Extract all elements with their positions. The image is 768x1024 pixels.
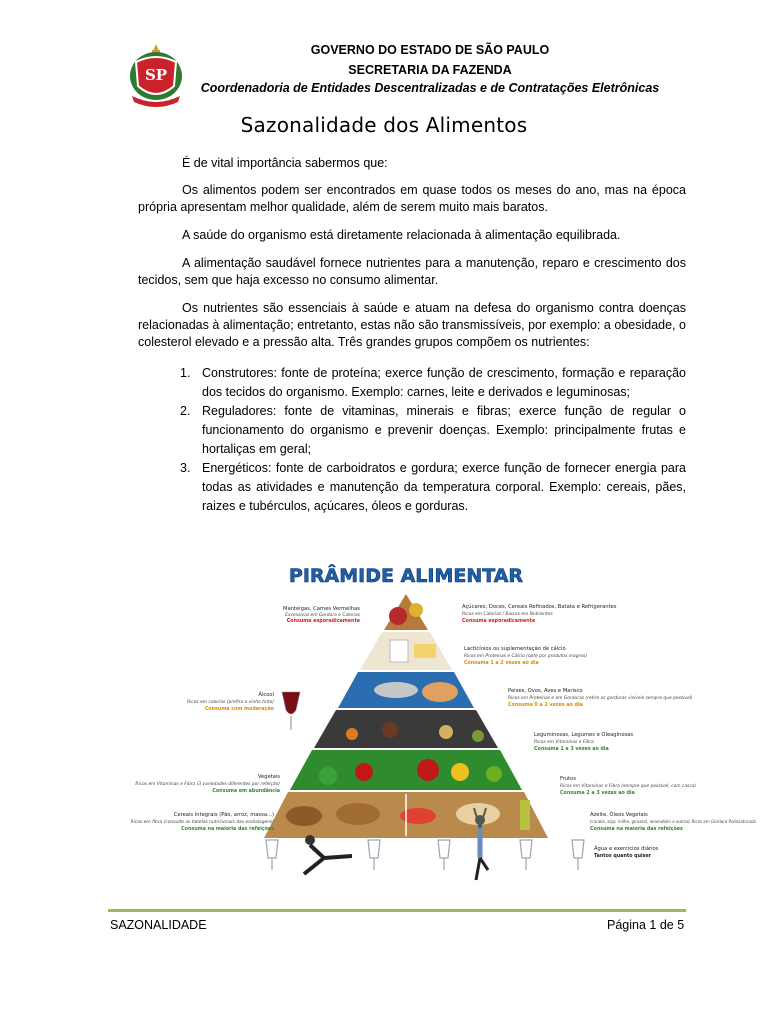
label-vegetables: Vegetais <box>257 774 280 780</box>
label-oils-sub: (canola, soja, milho, girassol, amendoim e outros) Ricos em Gordura Polinsaturada <box>590 819 756 824</box>
label-alcohol-consume: Consuma com moderação <box>204 707 274 712</box>
paragraph-nutrients: Os nutrientes são essenciais à saúde e atuam na defesa do organismo contra doenças relacionadas à alimentação; entretanto, estas não são transmissíveis, por exemplo: a obesidade, o colesterol elevado e a pressão alta. Três grandes grupos compõem os nutrientes: <box>138 301 686 349</box>
label-fruits-consume: Consuma 2 a 3 vezes ao dia <box>560 791 635 796</box>
footer-section-title: SAZONALIDADE <box>110 918 207 932</box>
list-term: Energéticos: <box>202 461 272 475</box>
label-dairy-sub: Ricos em Proteínas e Cálcio (opte por produtos magros) <box>464 654 588 659</box>
label-oils: Azeite, Óleos Vegetais <box>590 812 648 818</box>
page-title: Sazonalidade dos Alimentos <box>240 113 528 137</box>
label-protein-sub: Ricos em Proteínas e em Gorduras (retire as gorduras visíveis sempre que possível) <box>508 696 693 701</box>
list-term: Reguladores: <box>202 404 277 418</box>
paragraph-health: A saúde do organismo está diretamente relacionada à alimentação equilibrada. <box>182 228 621 242</box>
label-legumes-consume: Consuma 1 a 3 vezes ao dia <box>534 747 609 752</box>
svg-text:SP: SP <box>144 66 168 84</box>
paragraph-seasonal: Os alimentos podem ser encontrados em quase todos os meses do ano, mas na época própria apresentam melhor qualidade, além de serem muito mais baratos. <box>138 183 686 214</box>
label-dairy: Lacticínios ou suplementação de cálcio <box>464 646 566 652</box>
label-alcohol-sub: Ricos em calorias (prefira o vinho tinto) <box>187 700 274 705</box>
list-item-builders <box>180 364 686 402</box>
nutrient-groups-list <box>180 364 686 516</box>
list-text: fonte de vitaminas, minerais e fibras; exerce função de regular o funcionamento do organismo e prevenir doenças. Exemplo: principalmente frutas e hortaliças em geral; <box>202 404 686 456</box>
label-water-consume: Tantos quanto quiser <box>594 854 652 859</box>
label-dairy-consume: Consuma 1 a 2 vezes ao dia <box>464 661 539 666</box>
food-pyramid-image <box>128 558 756 888</box>
label-legumes-sub: Ricos em Vitaminas e Fibra <box>534 740 594 745</box>
label-butter-meat: Manteigas, Carnes Vermelhas <box>283 606 360 612</box>
label-butter-meat-sub: Excessivas em Gordura e Calorias <box>285 613 360 618</box>
list-number: 2. <box>180 404 191 418</box>
header-coordination: Coordenadoria de Entidades Descentralizadas e de Contratações Eletrônicas <box>200 81 660 95</box>
paragraph-intro <box>138 155 686 172</box>
list-item-energetics <box>180 459 686 516</box>
label-cereals-sub: Ricos em fibra (consulte as tabelas nutricionais das embalagens) <box>130 820 274 825</box>
sao-paulo-crest-icon <box>126 42 186 112</box>
label-vegetables-sub: Ricos em Vitaminas e Fibra (3 variedades diferentes por refeição) <box>135 782 280 787</box>
footer-page-number: Página 1 de 5 <box>607 918 685 932</box>
paragraph-nutrition: A alimentação saudável fornece nutrientes para a manutenção, reparo e crescimento dos tecidos, sem que haja excesso no consumo alimentar. <box>138 256 686 287</box>
label-vegetables-consume: Consuma em abundância <box>212 789 280 794</box>
list-text: fonte de carboidratos e gordura; exerce função de fornecer energia para todas as atividades e manutenção da temperatura corporal. Exemplo: cereais, pães, raizes e tubérculos, açúcares, óleos e gorduras. <box>202 461 686 513</box>
list-text: fonte de proteína; exerce função de crescimento, formação e reparação dos tecidos do organismo. Exemplo: carnes, leite e derivados e leguminosas; <box>202 366 686 399</box>
label-cereals-consume: Consuma na maioria das refeições <box>181 827 274 832</box>
list-number: 3. <box>180 461 191 475</box>
label-alcohol: Álcool <box>258 692 274 698</box>
label-fruits: Frutos <box>560 776 576 782</box>
label-oils-consume: Consuma na maioria das refeições <box>590 827 683 832</box>
label-sugars: Açúcares, Doces, Cereais Refinados, Batata e Refrigerantes <box>462 604 617 610</box>
pyramid-title: PIRÂMIDE ALIMENTAR <box>288 565 524 587</box>
label-cereals: Cereais Integrais (Pão, arroz, massa...) <box>173 812 274 818</box>
tier-legumes <box>314 710 498 748</box>
label-fruits-sub: Ricos em Vitaminas e Fibra (sempre que possível, com casca) <box>560 784 697 789</box>
label-sugars-consume: Consuma esporadicamente <box>462 619 536 624</box>
header-secretariat: SECRETARIA DA FAZENDA <box>348 63 512 77</box>
label-butter-meat-consume: Consuma esporadicamente <box>286 619 360 624</box>
label-protein: Peixes, Ovos, Aves e Marisco <box>508 688 583 694</box>
label-protein-consume: Consuma 0 a 2 vezes ao dia <box>508 703 583 708</box>
list-term: Construtores: <box>202 366 278 380</box>
footer-divider <box>108 909 686 912</box>
list-number: 1. <box>180 366 191 380</box>
label-sugars-sub: Ricos em Calorias / Baixos em Nutrientes <box>462 612 553 617</box>
label-legumes: Leguminosas, Legumes e Oleaginosas <box>534 732 634 738</box>
header-government: GOVERNO DO ESTADO DE SÃO PAULO <box>310 43 550 57</box>
paragraph-intro-text: É de vital importância sabermos que: <box>182 156 388 170</box>
exercise-figure-stretching <box>304 835 352 874</box>
list-item-regulators <box>180 402 686 459</box>
label-water: Água e exercícios diários <box>594 846 659 852</box>
